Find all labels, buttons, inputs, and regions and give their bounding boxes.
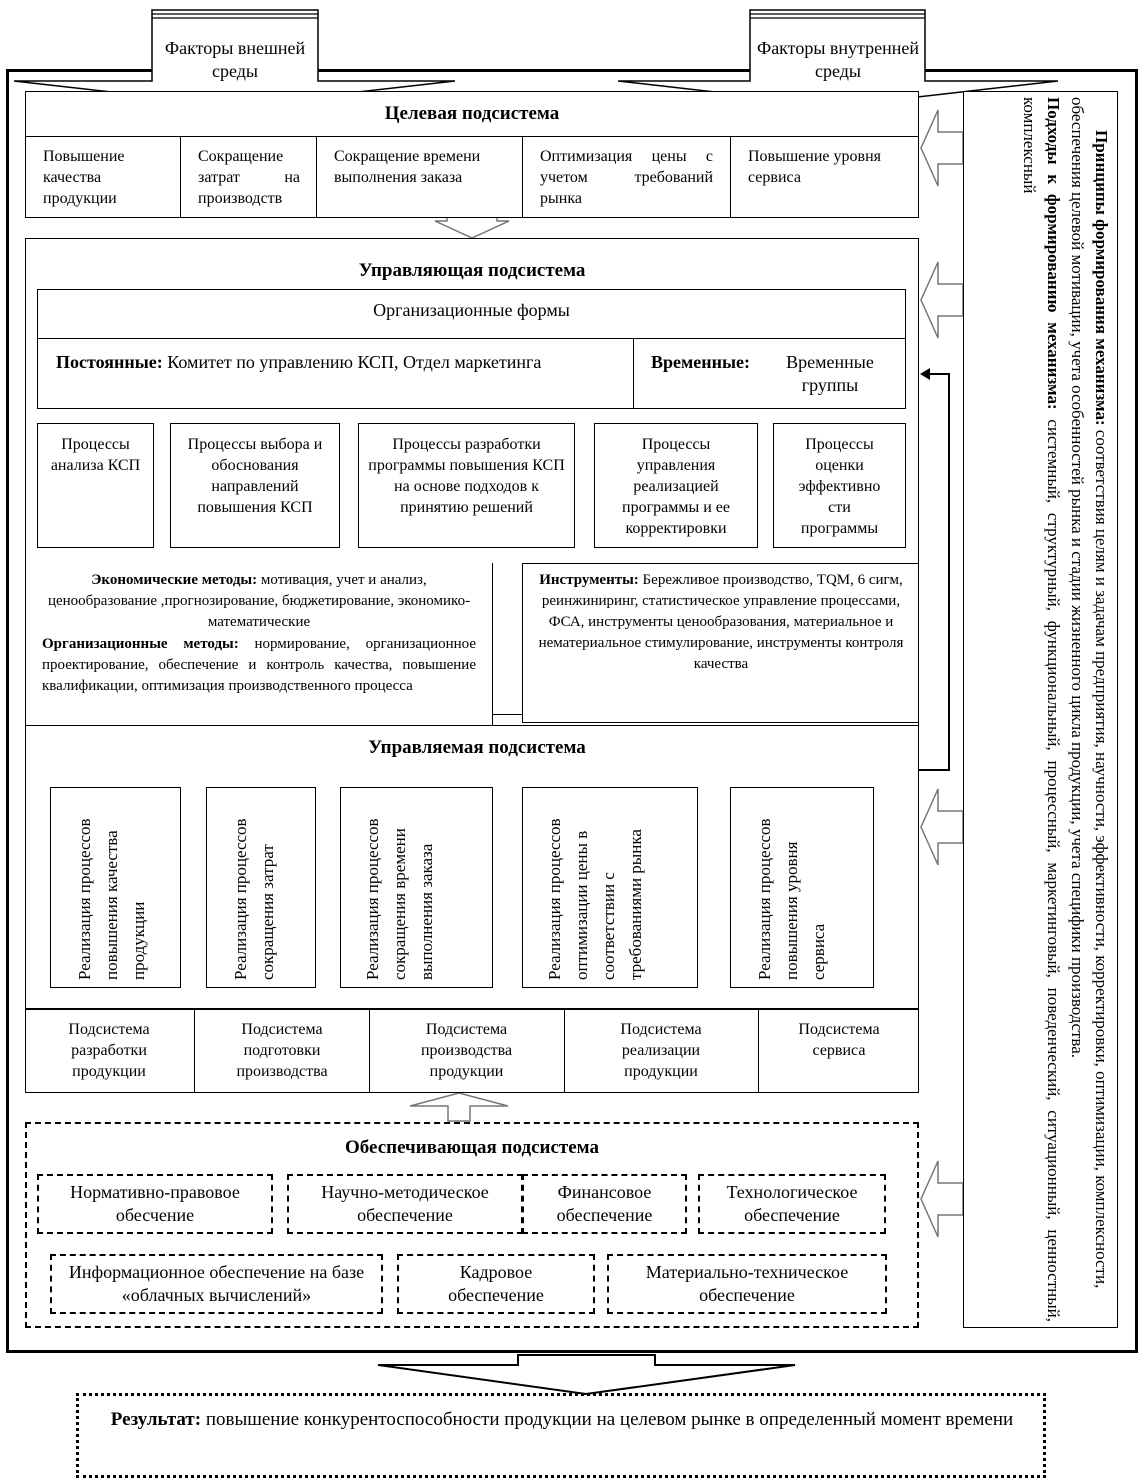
target-item-price: Оптимизация цены с учетом требований рынка bbox=[540, 148, 713, 207]
side-arrow-2 bbox=[921, 262, 963, 338]
support-title: Обеспечивающая подсистема bbox=[345, 1137, 599, 1158]
organizational-methods: Организационные методы: нормирование, организационное проектирование, обеспечение и контроль качества, повышение квалификации, оптимизация производственного процесса bbox=[42, 636, 476, 694]
temporary-forms-text: Временные группы bbox=[786, 352, 874, 395]
process-evaluation: Процессы оценки эффективно сти программы bbox=[773, 423, 906, 548]
target-item-costs: Сокращение затрат на производств bbox=[198, 148, 300, 207]
target-item-time: Сокращение времени выполнения заказа bbox=[334, 148, 481, 186]
internal-factors-label: Факторы внутренней среды bbox=[756, 38, 920, 81]
process-selection: Процессы выбора и обоснования направлений повышения КСП bbox=[170, 423, 340, 548]
target-item-quality: Повышение качества продукции bbox=[43, 148, 125, 207]
side-arrow-4 bbox=[921, 1161, 963, 1237]
support-material: Материально-техническое обеспечение bbox=[607, 1254, 887, 1314]
principles-text: Принципы формирования механизма: соответствия целям и задачам предприятия, научности, эффективности, корректировки, оптимизации, комплексности, обеспечения целевой мотивации, учета особенностей рынка и стадии жизненного цикла продукции, учета специфики производства. bbox=[1068, 97, 1111, 1289]
support-information: Информационное обеспечение на базе «облачных вычислений» bbox=[50, 1254, 383, 1314]
process-management: Процессы управления реализацией программы и ее корректировки bbox=[594, 423, 758, 548]
result-arrow bbox=[378, 1355, 795, 1394]
support-technological: Технологическое обеспечение bbox=[698, 1174, 886, 1234]
economic-methods: Экономические методы: мотивация, учет и анализ, ценообразование ,прогнозирование, бюджетирование, экономико-математические bbox=[47, 572, 471, 630]
realization-service: Реализация процессов повышения уровня сервиса bbox=[730, 787, 874, 988]
support-up-arrow bbox=[410, 1093, 508, 1121]
subsystem-production: Подсистема производства продукции bbox=[420, 1021, 513, 1080]
support-scientific: Научно-методическое обеспечение bbox=[287, 1174, 523, 1234]
support-personnel: Кадровое обеспечение bbox=[397, 1254, 595, 1314]
managed-title: Управляемая подсистема bbox=[368, 737, 586, 758]
subsystem-sales: Подсистема реализации продукции bbox=[620, 1021, 702, 1080]
target-item-service: Повышение уровня сервиса bbox=[748, 148, 881, 186]
approaches-text: Подходы к формированию механизма: системный, структурный, функциональный, процессный, маркетинговый, поведенческий, ситуационный, ценностный, комплексный bbox=[1020, 97, 1063, 1322]
subsystem-service: Подсистема сервиса bbox=[798, 1021, 880, 1059]
side-arrow-3 bbox=[921, 789, 963, 865]
support-financial: Финансовое обеспечение bbox=[522, 1174, 687, 1234]
realization-time: Реализация процессов сокращения времени выполнения заказа bbox=[340, 787, 493, 988]
permanent-forms: Постоянные: Комитет по управлению КСП, Отдел маркетинга bbox=[56, 352, 542, 372]
target-title: Целевая подсистема bbox=[384, 103, 560, 124]
process-analysis: Процессы анализа КСП bbox=[37, 423, 154, 548]
target-divider bbox=[25, 136, 919, 137]
org-forms-title: Организационные формы bbox=[373, 300, 570, 320]
realization-costs: Реализация процессов сокращения затрат bbox=[206, 787, 316, 988]
subsystem-development: Подсистема разработки продукции bbox=[68, 1021, 150, 1080]
realization-quality: Реализация процессов повышения качества продукции bbox=[50, 787, 181, 988]
side-arrow-1 bbox=[921, 110, 963, 186]
realization-price: Реализация процессов оптимизации цены в соответствии с требованиями рынка bbox=[522, 787, 698, 988]
external-factors-label: Факторы внешней среды bbox=[164, 38, 306, 81]
subsystem-preparation: Подсистема подготовки производства bbox=[236, 1021, 328, 1080]
tools-text: Инструменты: Бережливое производство, TQM, 6 сигм, реинжиниринг, статистическое управление процессами, ФСА, инструменты ценообразования, материальное и нематериальное стимулирование, инструменты контроля качества bbox=[538, 572, 904, 672]
control-title: Управляющая подсистема bbox=[358, 260, 586, 281]
support-legal: Нормативно-правовое обесчение bbox=[37, 1174, 273, 1234]
result-text: Результат: повышение конкурентоспособности продукции на целевом рынке в определенный момент времени bbox=[110, 1409, 1014, 1430]
temporary-forms-label: Временные: bbox=[651, 352, 751, 372]
process-development: Процессы разработки программы повышения КСП на основе подходов к принятию решений bbox=[358, 423, 575, 548]
side-panel-text bbox=[967, 97, 1113, 1322]
